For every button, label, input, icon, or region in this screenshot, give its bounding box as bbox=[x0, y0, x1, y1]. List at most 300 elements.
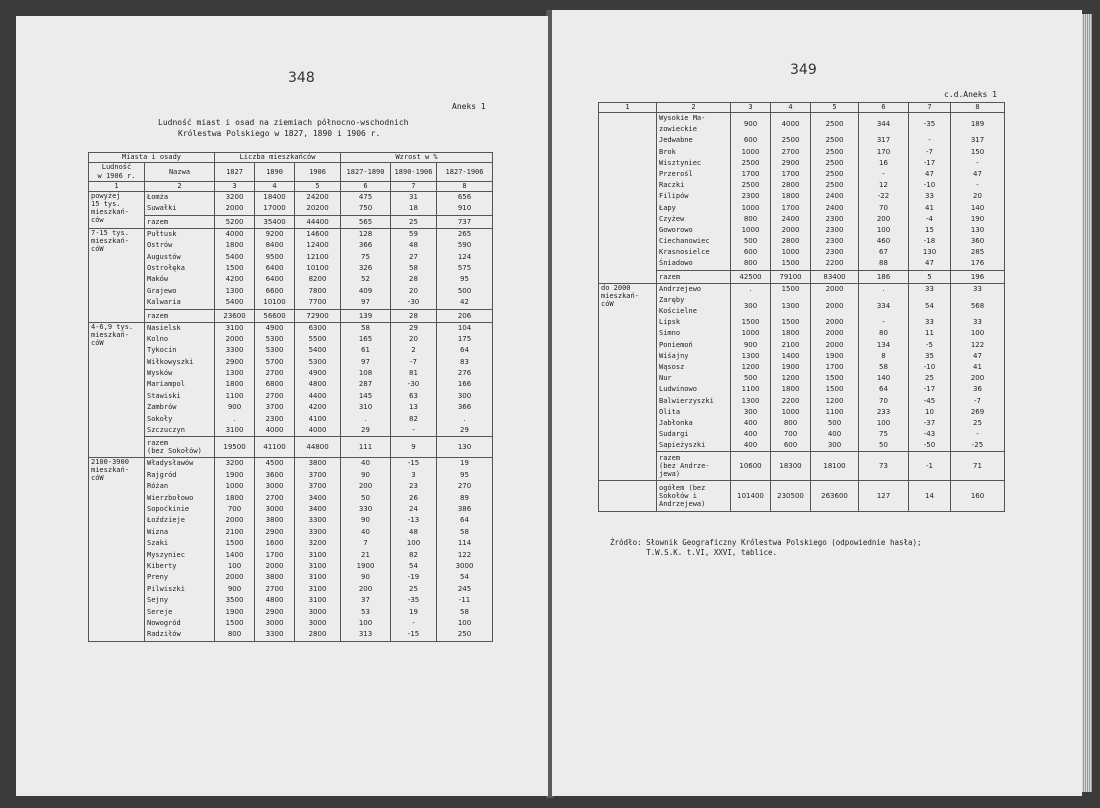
total-value: 41100 bbox=[255, 437, 295, 458]
value-cell: 25 bbox=[409, 584, 418, 593]
header-population: Liczba mieszkańców bbox=[215, 153, 341, 163]
group-row bbox=[89, 322, 493, 437]
value-cell: 47 bbox=[973, 169, 982, 178]
town-name: Sokoły bbox=[147, 414, 173, 423]
value-cell: 2000 bbox=[225, 516, 244, 525]
value-cell: 3000 bbox=[265, 504, 284, 513]
value-column bbox=[731, 113, 771, 271]
group-total-row bbox=[599, 452, 1005, 481]
value-cell: 2300 bbox=[825, 214, 844, 223]
value-cell: 3100 bbox=[308, 561, 327, 570]
right-page bbox=[552, 10, 1082, 796]
value-cell: 20 bbox=[409, 334, 418, 343]
annex-label: Aneks 1 bbox=[452, 102, 486, 111]
value-cell: 150 bbox=[970, 147, 985, 156]
value-cell: 83 bbox=[460, 357, 469, 366]
total-value: 79100 bbox=[771, 270, 811, 283]
total-label: razem (bez Sokołów) bbox=[145, 437, 215, 458]
value-cell: 2900 bbox=[265, 607, 284, 616]
value-cell: - bbox=[882, 318, 885, 327]
value-cell: 4900 bbox=[308, 369, 327, 378]
value-cell: 58 bbox=[460, 607, 469, 616]
value-cell: 2300 bbox=[741, 192, 760, 201]
value-cell: 3100 bbox=[308, 550, 327, 559]
total-value: 206 bbox=[437, 309, 493, 322]
value-cell: 4800 bbox=[265, 596, 284, 605]
value-cell: 1700 bbox=[781, 169, 800, 178]
value-cell: 100 bbox=[358, 618, 373, 627]
value-cell: -18 bbox=[923, 237, 936, 246]
value-cell: 82 bbox=[409, 550, 418, 559]
value-cell: 58 bbox=[879, 362, 888, 371]
value-cell: 2200 bbox=[781, 396, 800, 405]
value-column bbox=[295, 322, 341, 437]
group-row bbox=[599, 113, 1005, 271]
value-cell: 1800 bbox=[781, 385, 800, 394]
value-cell: -7 bbox=[926, 147, 933, 156]
value-cell: 3300 bbox=[308, 516, 327, 525]
value-column bbox=[951, 283, 1005, 452]
value-cell: 50 bbox=[879, 441, 888, 450]
value-column bbox=[437, 458, 493, 641]
value-cell: 17000 bbox=[263, 204, 286, 213]
value-cell: 1500 bbox=[781, 318, 800, 327]
value-cell: 1700 bbox=[741, 169, 760, 178]
value-cell: 52 bbox=[361, 275, 370, 284]
value-cell: 265 bbox=[457, 229, 472, 238]
value-cell: 4000 bbox=[781, 120, 800, 128]
value-cell: 12100 bbox=[306, 252, 329, 261]
total-value: 42500 bbox=[731, 270, 771, 283]
town-name: Wizna bbox=[147, 527, 169, 536]
value-cell: 64 bbox=[879, 385, 888, 394]
value-cell: 6800 bbox=[265, 380, 284, 389]
town-name: Sopoćkinie bbox=[147, 504, 190, 513]
value-cell: -43 bbox=[923, 430, 936, 439]
group-label: do 2000 mieszkań- cóW bbox=[599, 283, 657, 481]
value-cell: 1300 bbox=[781, 301, 800, 310]
value-cell: 18400 bbox=[263, 193, 286, 201]
value-column bbox=[215, 192, 255, 216]
value-cell: -15 bbox=[407, 630, 420, 639]
value-cell: 2200 bbox=[825, 259, 844, 268]
value-cell: 1300 bbox=[225, 286, 244, 295]
value-cell: 2500 bbox=[825, 147, 844, 156]
colnum: 3 bbox=[215, 182, 255, 192]
town-names bbox=[657, 113, 731, 271]
value-cell: 4000 bbox=[265, 426, 284, 435]
value-cell: 4900 bbox=[265, 323, 284, 332]
value-cell: 326 bbox=[358, 263, 373, 272]
grand-total-value: 230500 bbox=[771, 481, 811, 512]
value-cell: 3200 bbox=[225, 459, 244, 468]
value-cell: 2700 bbox=[265, 584, 284, 593]
value-cell: -17 bbox=[923, 158, 936, 167]
value-cell: 189 bbox=[970, 120, 985, 128]
value-cell: 11 bbox=[925, 329, 934, 338]
value-cell: 4100 bbox=[308, 414, 327, 423]
value-cell: 40 bbox=[361, 459, 370, 468]
value-cell: 800 bbox=[227, 630, 242, 639]
colnum: 3 bbox=[731, 103, 771, 113]
value-cell: 600 bbox=[743, 248, 758, 257]
value-cell: 3300 bbox=[265, 630, 284, 639]
value-cell: 122 bbox=[457, 550, 472, 559]
value-cell: 270 bbox=[457, 482, 472, 491]
grand-total-label: ogółem (bez Sokołów i Andrzejewa) bbox=[657, 481, 731, 512]
value-cell: 4200 bbox=[225, 275, 244, 284]
value-cell: 1900 bbox=[225, 470, 244, 479]
value-cell: 344 bbox=[876, 120, 891, 128]
value-cell: 2500 bbox=[825, 169, 844, 178]
total-value: 737 bbox=[437, 215, 493, 228]
value-cell: 300 bbox=[457, 391, 472, 400]
header-g1: 1827-1890 bbox=[341, 163, 391, 182]
group-label bbox=[599, 113, 657, 284]
town-name: Łapy bbox=[659, 203, 676, 212]
value-cell: 1300 bbox=[741, 351, 760, 360]
value-cell: 1000 bbox=[781, 248, 800, 257]
value-cell: 700 bbox=[227, 504, 242, 513]
total-value: 73 bbox=[859, 452, 909, 481]
value-cell: 900 bbox=[743, 340, 758, 349]
value-column bbox=[437, 192, 493, 216]
value-cell: -10 bbox=[923, 181, 936, 190]
value-column bbox=[811, 283, 859, 452]
colnum: 8 bbox=[437, 182, 493, 192]
value-cell: 2700 bbox=[265, 391, 284, 400]
header-g3: 1827-1906 bbox=[437, 163, 493, 182]
colnum: 2 bbox=[145, 182, 215, 192]
value-cell: 750 bbox=[358, 204, 373, 213]
value-cell: 317 bbox=[876, 136, 891, 145]
town-name: Raczki bbox=[659, 181, 685, 190]
town-name: Czyżew bbox=[659, 214, 685, 223]
total-value: 19500 bbox=[215, 437, 255, 458]
value-cell: 5300 bbox=[265, 346, 284, 355]
value-cell: 97 bbox=[361, 357, 370, 366]
value-cell: 24200 bbox=[306, 193, 329, 201]
value-column bbox=[341, 228, 391, 309]
value-column bbox=[771, 113, 811, 271]
town-names bbox=[657, 283, 731, 452]
value-cell: 2900 bbox=[781, 158, 800, 167]
town-name: Kalwaria bbox=[147, 298, 181, 307]
value-cell: 1800 bbox=[225, 493, 244, 502]
value-cell: 3100 bbox=[308, 584, 327, 593]
value-cell: 1000 bbox=[225, 482, 244, 491]
value-cell: 1200 bbox=[741, 362, 760, 371]
value-cell: 409 bbox=[358, 286, 373, 295]
value-cell: 2400 bbox=[781, 214, 800, 223]
value-cell: 6400 bbox=[265, 275, 284, 284]
total-label: razem bbox=[145, 215, 215, 228]
value-cell: 7800 bbox=[308, 286, 327, 295]
value-cell: 575 bbox=[457, 263, 472, 272]
value-cell: 42 bbox=[460, 298, 469, 307]
value-cell: 3300 bbox=[308, 527, 327, 536]
town-name: Kiberty bbox=[147, 561, 177, 570]
value-column bbox=[255, 458, 295, 641]
value-cell: 5700 bbox=[265, 357, 284, 366]
total-value: 44400 bbox=[295, 215, 341, 228]
town-name: Sereje bbox=[147, 607, 173, 616]
value-cell: 400 bbox=[743, 441, 758, 450]
value-column bbox=[255, 192, 295, 216]
value-cell: 54 bbox=[460, 573, 469, 582]
group-row bbox=[89, 228, 493, 309]
value-column bbox=[215, 322, 255, 437]
value-cell: 500 bbox=[457, 286, 472, 295]
value-cell: 2900 bbox=[225, 357, 244, 366]
town-name: Pilwiszki bbox=[147, 584, 185, 593]
value-cell: 2000 bbox=[825, 318, 844, 327]
value-cell: 8 bbox=[881, 351, 886, 360]
value-cell: - bbox=[976, 181, 979, 190]
town-name: Nowogród bbox=[147, 618, 181, 627]
value-cell: 100 bbox=[876, 225, 891, 234]
colnum: 4 bbox=[771, 103, 811, 113]
value-cell: 128 bbox=[358, 229, 373, 238]
value-cell: 500 bbox=[743, 237, 758, 246]
town-name: Mariampol bbox=[147, 380, 185, 389]
value-column bbox=[391, 192, 437, 216]
value-cell: 1300 bbox=[741, 396, 760, 405]
value-cell: 31 bbox=[409, 193, 418, 201]
town-name: Wisztyniec bbox=[659, 158, 702, 167]
value-cell: 4800 bbox=[308, 380, 327, 389]
value-cell: 200 bbox=[358, 584, 373, 593]
value-cell: - bbox=[882, 169, 885, 178]
value-cell: 1800 bbox=[781, 329, 800, 338]
town-name: Zambrów bbox=[147, 403, 177, 412]
value-cell: 61 bbox=[361, 346, 370, 355]
total-value: 44800 bbox=[295, 437, 341, 458]
value-cell: 41 bbox=[925, 203, 934, 212]
value-cell: 500 bbox=[827, 418, 842, 427]
value-cell: 9500 bbox=[265, 252, 284, 261]
value-cell: 1500 bbox=[825, 385, 844, 394]
value-column bbox=[341, 322, 391, 437]
value-cell: 75 bbox=[361, 252, 370, 261]
value-cell: 1600 bbox=[265, 539, 284, 548]
value-cell: 3000 bbox=[455, 561, 474, 570]
value-cell: 28 bbox=[409, 275, 418, 284]
value-cell: 3000 bbox=[265, 482, 284, 491]
total-value: 25 bbox=[391, 215, 437, 228]
town-name: Maków bbox=[147, 275, 169, 284]
value-cell: 13 bbox=[409, 403, 418, 412]
value-cell: 500 bbox=[743, 374, 758, 383]
value-cell: 29 bbox=[361, 426, 370, 435]
value-cell: 33 bbox=[973, 318, 982, 327]
total-value: 18300 bbox=[771, 452, 811, 481]
group-label: powyżej 15 tys. mieszkań- ców bbox=[89, 192, 145, 229]
value-cell: 200 bbox=[358, 482, 373, 491]
value-cell: 900 bbox=[227, 403, 242, 412]
value-cell: 140 bbox=[970, 203, 985, 212]
value-cell: 1000 bbox=[741, 225, 760, 234]
group-label: 4-6,9 tys. mieszkań- cóW bbox=[89, 322, 145, 458]
value-column bbox=[341, 192, 391, 216]
town-name: Wiłkowyszki bbox=[147, 357, 194, 366]
group-row bbox=[89, 192, 493, 216]
value-cell: . bbox=[233, 414, 236, 423]
total-value: 23600 bbox=[215, 309, 255, 322]
value-cell: 3000 bbox=[308, 618, 327, 627]
colnum: 7 bbox=[909, 103, 951, 113]
value-cell: 2500 bbox=[741, 181, 760, 190]
value-cell: 2500 bbox=[825, 136, 844, 145]
value-column bbox=[255, 322, 295, 437]
town-name: Zaręby Kościelne bbox=[659, 295, 697, 316]
value-cell: 3100 bbox=[308, 573, 327, 582]
value-cell: - bbox=[976, 158, 979, 167]
value-cell: 3700 bbox=[308, 482, 327, 491]
value-cell: 3100 bbox=[308, 596, 327, 605]
value-cell: -11 bbox=[458, 596, 471, 605]
value-column bbox=[391, 458, 437, 641]
value-cell: 14600 bbox=[306, 229, 329, 238]
town-name: Poniemoń bbox=[659, 340, 693, 349]
total-value: 35400 bbox=[255, 215, 295, 228]
value-cell: 176 bbox=[970, 259, 985, 268]
value-cell: 19 bbox=[460, 459, 469, 468]
value-cell: 90 bbox=[361, 470, 370, 479]
value-cell: 24 bbox=[409, 504, 418, 513]
value-cell: 2500 bbox=[825, 181, 844, 190]
value-cell: 2100 bbox=[781, 340, 800, 349]
town-name: Ciechanowiec bbox=[659, 237, 710, 246]
town-name: Sejny bbox=[147, 596, 169, 605]
value-cell: 95 bbox=[460, 275, 469, 284]
value-cell: 170 bbox=[876, 147, 891, 156]
value-cell: 3000 bbox=[308, 607, 327, 616]
value-cell: 3100 bbox=[225, 323, 244, 332]
value-cell: 5300 bbox=[308, 357, 327, 366]
value-cell: 2900 bbox=[265, 527, 284, 536]
value-cell: 800 bbox=[783, 418, 798, 427]
value-column bbox=[255, 228, 295, 309]
value-cell: 900 bbox=[227, 584, 242, 593]
town-name: Szczuczyn bbox=[147, 426, 185, 435]
group-label: 2100-3900 mieszkań- cóW bbox=[89, 458, 145, 641]
value-cell: - bbox=[412, 426, 415, 435]
value-cell: 233 bbox=[876, 407, 891, 416]
total-value: 72900 bbox=[295, 309, 341, 322]
colnum: 7 bbox=[391, 182, 437, 192]
value-cell: -4 bbox=[926, 214, 933, 223]
value-cell: 2300 bbox=[825, 237, 844, 246]
town-name: Różan bbox=[147, 482, 169, 491]
page-number: 349 bbox=[790, 62, 817, 78]
value-cell: 2400 bbox=[825, 203, 844, 212]
header-1906: 1906 bbox=[295, 163, 341, 182]
group-row bbox=[89, 458, 493, 641]
town-name: Wysków bbox=[147, 369, 173, 378]
value-cell: 64 bbox=[460, 346, 469, 355]
value-cell: 10100 bbox=[306, 263, 329, 272]
value-column bbox=[771, 283, 811, 452]
value-cell: 1800 bbox=[225, 380, 244, 389]
value-cell: 64 bbox=[460, 516, 469, 525]
value-cell: 1000 bbox=[741, 203, 760, 212]
blank-cell bbox=[599, 481, 657, 512]
town-name: Preny bbox=[147, 573, 169, 582]
value-cell: 1800 bbox=[781, 192, 800, 201]
value-cell: 400 bbox=[827, 430, 842, 439]
value-cell: 95 bbox=[460, 470, 469, 479]
colnum: 1 bbox=[89, 182, 145, 192]
group-total-row bbox=[599, 270, 1005, 283]
grand-total-value: 160 bbox=[951, 481, 1005, 512]
town-name: Przerośl bbox=[659, 169, 693, 178]
value-cell: 47 bbox=[973, 351, 982, 360]
value-cell: 2 bbox=[411, 346, 416, 355]
group-total-row bbox=[89, 437, 493, 458]
colnum: 2 bbox=[657, 103, 731, 113]
town-name: Radziłów bbox=[147, 630, 181, 639]
value-cell: 2300 bbox=[825, 248, 844, 257]
value-cell: 2100 bbox=[225, 527, 244, 536]
value-cell: 2300 bbox=[265, 414, 284, 423]
value-cell: 165 bbox=[358, 334, 373, 343]
value-cell: 4000 bbox=[225, 229, 244, 238]
value-cell: 130 bbox=[970, 225, 985, 234]
total-value: -1 bbox=[909, 452, 951, 481]
town-name: Pułtusk bbox=[147, 229, 177, 238]
value-cell: 2700 bbox=[265, 369, 284, 378]
town-name: Śniadowo bbox=[659, 259, 693, 268]
value-column bbox=[215, 458, 255, 641]
town-names bbox=[145, 322, 215, 437]
value-cell: 12 bbox=[879, 181, 888, 190]
value-cell: 100 bbox=[970, 329, 985, 338]
value-cell: 36 bbox=[973, 385, 982, 394]
value-cell: 2300 bbox=[825, 225, 844, 234]
value-cell: 58 bbox=[460, 527, 469, 536]
total-value: 71 bbox=[951, 452, 1005, 481]
left-page bbox=[16, 16, 548, 796]
value-cell: 1500 bbox=[225, 263, 244, 272]
value-cell: 8200 bbox=[308, 275, 327, 284]
value-cell: 23 bbox=[409, 482, 418, 491]
value-column bbox=[437, 322, 493, 437]
value-cell: 33 bbox=[973, 284, 982, 293]
value-cell: 1500 bbox=[741, 318, 760, 327]
town-name: Sapieżyszki bbox=[659, 441, 706, 450]
value-cell: 63 bbox=[409, 391, 418, 400]
value-cell: 100 bbox=[457, 618, 472, 627]
value-cell: 1900 bbox=[781, 362, 800, 371]
value-cell: 1800 bbox=[225, 241, 244, 250]
header-1890: 1890 bbox=[255, 163, 295, 182]
value-cell: 2000 bbox=[225, 573, 244, 582]
value-cell: -50 bbox=[923, 441, 936, 450]
town-name: Nasielsk bbox=[147, 323, 181, 332]
value-cell: 1900 bbox=[225, 607, 244, 616]
total-value: 56600 bbox=[255, 309, 295, 322]
town-name: Andrzejewo bbox=[659, 284, 702, 293]
value-cell: 6400 bbox=[265, 263, 284, 272]
value-cell: 33 bbox=[925, 284, 934, 293]
value-column bbox=[731, 283, 771, 452]
value-cell: . bbox=[364, 414, 367, 423]
group-total-row bbox=[89, 215, 493, 228]
value-cell: 400 bbox=[743, 430, 758, 439]
value-cell: 2800 bbox=[781, 237, 800, 246]
value-cell: - bbox=[928, 136, 931, 145]
